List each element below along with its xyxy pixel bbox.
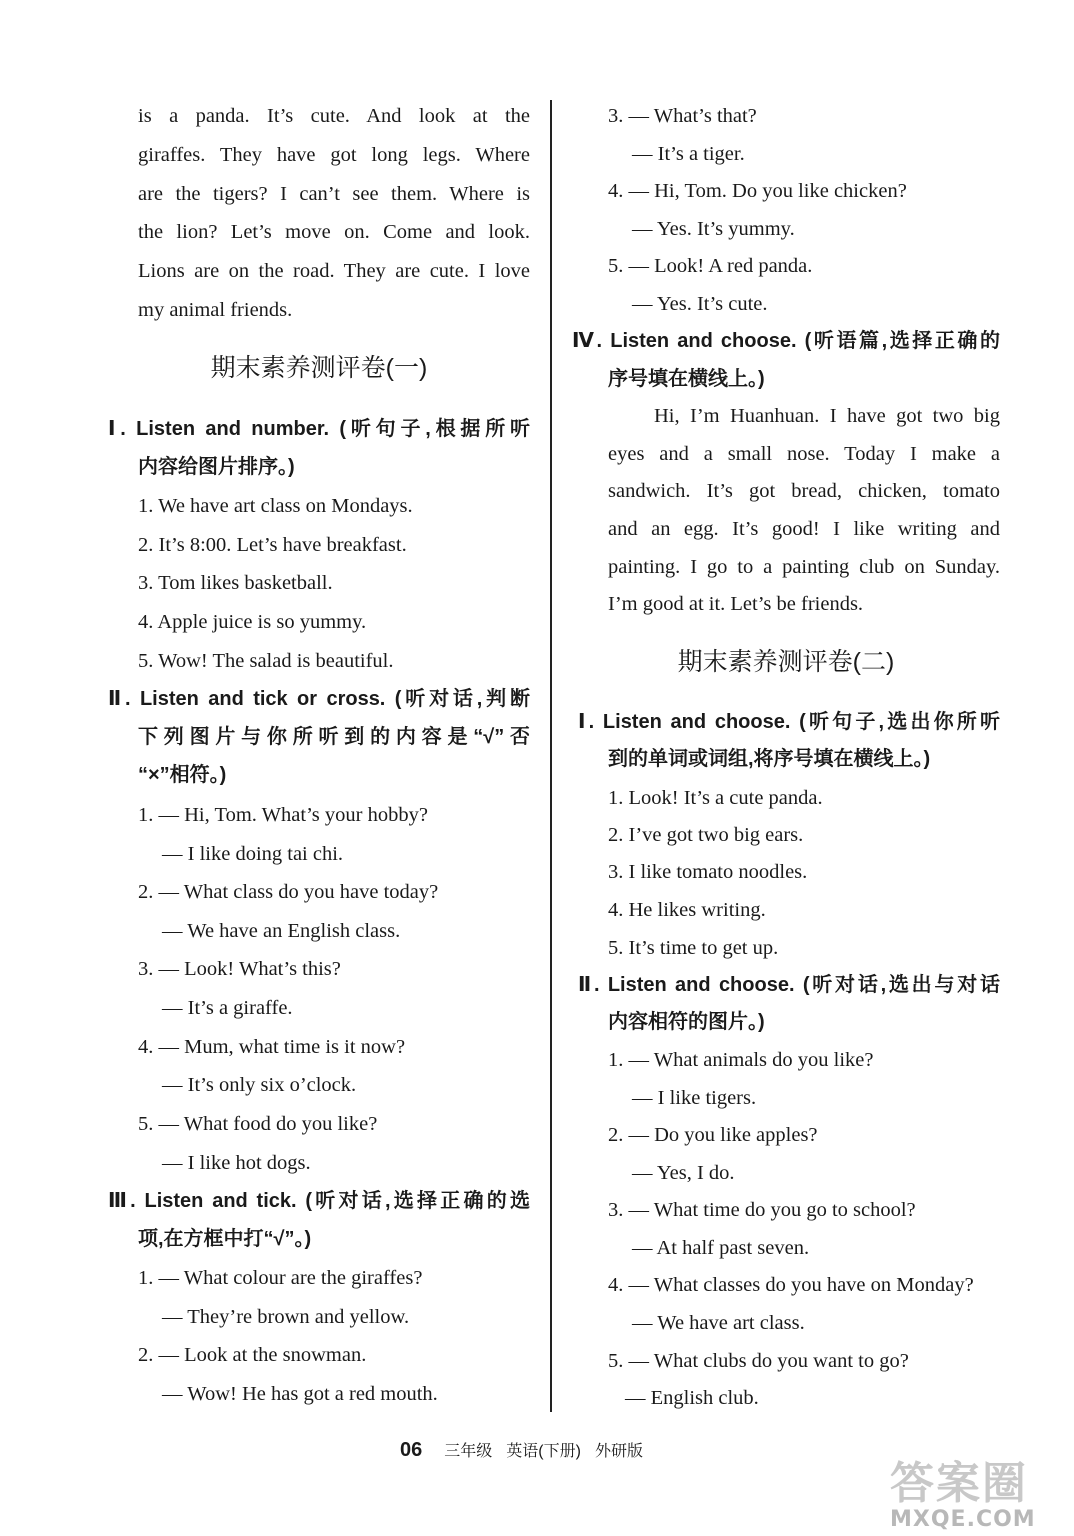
passage-line: sandwich. It’s got bread, chicken, tomato (608, 480, 1000, 502)
column-divider (550, 100, 552, 1412)
dialogue-line: — We have an English class. (162, 920, 401, 942)
list-item: 4. Apple juice is so yummy. (138, 611, 367, 633)
dialogue-line: 5. — Look! A red panda. (608, 255, 813, 277)
passage-line: I’m good at it. Let’s be friends. (608, 593, 864, 615)
section-heading: “×”相符。) (138, 764, 227, 786)
dialogue-line: — Wow! He has got a red mouth. (162, 1383, 438, 1405)
dialogue-line: 2. — What class do you have today? (138, 881, 439, 903)
section-heading: Ⅰ. Listen and number. (听句子,根据所听 (108, 418, 530, 440)
section-heading: 序号填在横线上。) (608, 368, 765, 390)
section-heading: Ⅳ. Listen and choose. (听语篇,选择正确的 (572, 330, 1000, 352)
list-item: 3. Tom likes basketball. (138, 572, 333, 594)
dialogue-line: — They’re brown and yellow. (162, 1306, 410, 1328)
section-heading: 内容相符的图片。) (608, 1011, 765, 1033)
dialogue-line: 4. — What classes do you have on Monday? (608, 1274, 974, 1296)
section-heading: 内容给图片排序。) (138, 456, 295, 478)
list-item: 5. It’s time to get up. (608, 937, 779, 959)
footer-edition: 外研版 (594, 1443, 643, 1460)
list-item: 2. I’ve got two big ears. (608, 824, 804, 846)
dialogue-line: 2. — Look at the snowman. (138, 1344, 367, 1366)
passage-line: painting. I go to a painting club on Sunday. (608, 556, 1000, 578)
dialogue-line: — It’s only six o’clock. (162, 1074, 357, 1096)
watermark-logo (890, 1460, 1068, 1532)
dialogue-line: 4. — Mum, what time is it now? (138, 1036, 406, 1058)
passage-line: is a panda. It’s cute. And look at the (138, 105, 530, 127)
watermark-site: MXQE.COM (890, 1507, 1036, 1532)
test-2-title: 期末素养测评卷(二) (677, 648, 895, 676)
section-heading: 到的单词或词组,将序号填在横线上。) (608, 748, 931, 770)
passage-line: my animal friends. (138, 299, 293, 321)
section-heading: Ⅱ. Listen and choose. (听对话,选出与对话 (578, 974, 1000, 996)
section-heading: 项,在方框中打“√”。) (138, 1228, 312, 1250)
passage-line: Lions are on the road. They are cute. I love (138, 260, 530, 282)
passage-line: the lion? Let’s move on. Come and look. (138, 221, 530, 243)
dialogue-line: 2. — Do you like apples? (608, 1124, 818, 1146)
list-item: 5. Wow! The salad is beautiful. (138, 650, 394, 672)
list-item: 4. He likes writing. (608, 899, 766, 921)
dialogue-line: 3. — Look! What’s this? (138, 958, 341, 980)
dialogue-line: — Yes. It’s yummy. (632, 218, 795, 240)
dialogue-line: — I like doing tai chi. (162, 843, 344, 865)
dialogue-line: 4. — Hi, Tom. Do you like chicken? (608, 180, 907, 202)
section-heading: Ⅰ. Listen and choose. (听句子,选出你所听 (578, 711, 1000, 733)
passage-line: Hi, I’m Huanhuan. I have got two big (654, 405, 1000, 427)
list-item: 3. I like tomato noodles. (608, 861, 808, 883)
section-heading: Ⅲ. Listen and tick. (听对话,选择正确的选 (108, 1190, 530, 1212)
passage-line: and an egg. It’s good! I like writing and (608, 518, 1000, 540)
dialogue-line: — We have art class. (632, 1312, 805, 1334)
footer-grade: 三年级 (444, 1443, 493, 1460)
test-1-title: 期末素养测评卷(一) (210, 354, 428, 382)
list-item: 1. We have art class on Mondays. (138, 495, 413, 517)
list-item: 2. It’s 8:00. Let’s have breakfast. (138, 534, 407, 556)
dialogue-line: — I like hot dogs. (162, 1152, 311, 1174)
passage-line: giraffes. They have got long legs. Where (138, 144, 530, 166)
page-number: 06 (400, 1439, 423, 1461)
dialogue-line: 1. — What animals do you like? (608, 1049, 874, 1071)
passage-line: are the tigers? I can’t see them. Where is (138, 183, 530, 205)
section-heading: Ⅱ. Listen and tick or cross. (听对话,判断 (108, 688, 530, 710)
dialogue-line: 5. — What clubs do you want to go? (608, 1350, 909, 1372)
passage-line: eyes and a small nose. Today I make a (608, 443, 1000, 465)
dialogue-line: 3. — What’s that? (608, 105, 757, 127)
page-footer (400, 1438, 643, 1464)
watermark-glyphs: 答案圈 (890, 1458, 1028, 1509)
list-item: 1. Look! It’s a cute panda. (608, 787, 823, 809)
dialogue-line: — English club. (625, 1387, 759, 1409)
dialogue-line: — I like tigers. (632, 1087, 757, 1109)
dialogue-line: 1. — Hi, Tom. What’s your hobby? (138, 804, 428, 826)
dialogue-line: 5. — What food do you like? (138, 1113, 378, 1135)
dialogue-line: — At half past seven. (632, 1237, 810, 1259)
dialogue-line: — It’s a giraffe. (162, 997, 293, 1019)
footer-subject: 英语(下册) (506, 1443, 581, 1460)
dialogue-line: — It’s a tiger. (632, 143, 745, 165)
section-heading: 下列图片与你所听到的内容是“√”否 (138, 726, 530, 748)
dialogue-line: — Yes, I do. (632, 1162, 735, 1184)
dialogue-line: 3. — What time do you go to school? (608, 1199, 916, 1221)
dialogue-line: — Yes. It’s cute. (632, 293, 768, 315)
dialogue-line: 1. — What colour are the giraffes? (138, 1267, 423, 1289)
